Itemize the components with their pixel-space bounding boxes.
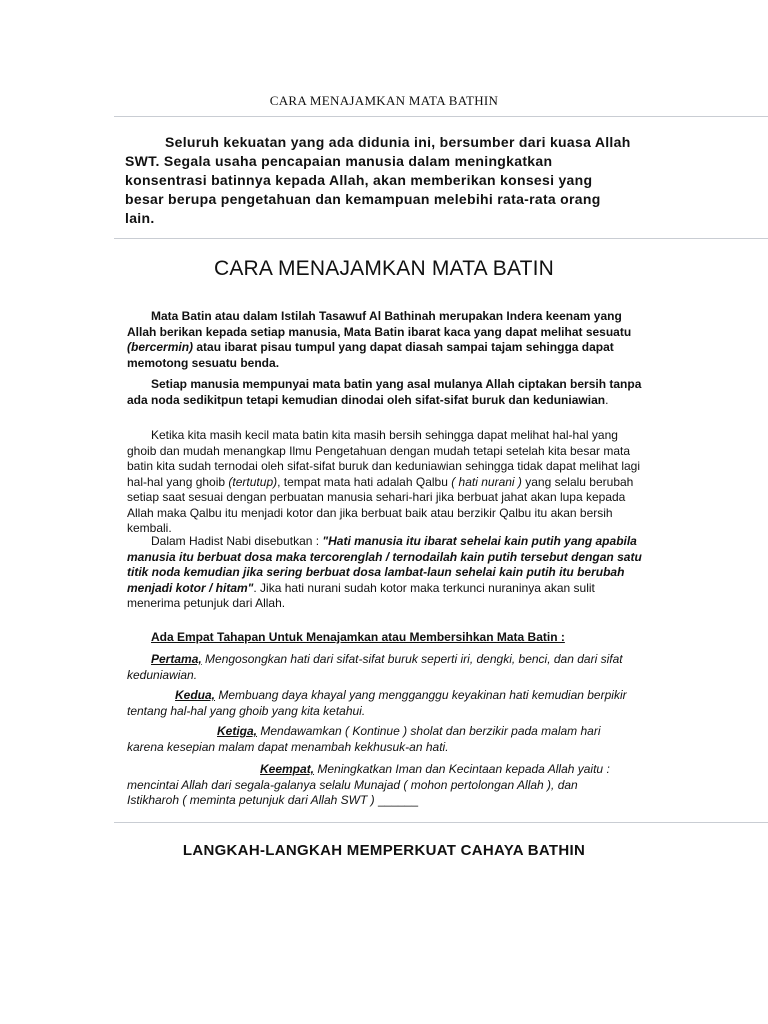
stage-label: Keempat, [260,762,315,776]
section-heading: CARA MENAJAMKAN MATA BATIN [213,257,555,280]
divider [114,116,768,117]
paragraph-text: Dalam Hadist Nabi disebutkan : [151,534,323,548]
paragraph-text: yang selalu berubah setiap saat sesuai dengan perbuatan manusia sehari-hari jika berbuat jahat akan lupa kepada Allah maka Qalbu itu menjadi kotor dan jika berbuat baik atau berzikir Qalbu itu akan bersih kembali. [127,474,634,535]
stage-label: Ketiga, [217,724,258,738]
stage-item [127,762,633,809]
paragraph-text: . [605,392,609,407]
paragraph-3 [127,428,643,537]
emphasis-text: (tertutup) [228,474,278,489]
intro-text: Seluruh kekuatan yang ada didunia ini, bersumber dari kuasa Allah [165,134,631,150]
stage-label: Kedua, [175,688,216,702]
section-2-heading: LANGKAH-LANGKAH MEMPERKUAT CAHAYA BATHIN [182,842,586,859]
emphasis-text: (bercermin) [127,340,194,354]
intro-line: besar berupa pengetahuan dan kemampuan melebihi rata-rata orang [125,191,601,207]
intro-line: SWT. Segala usaha pencapaian manusia dalam meningkatkan [125,153,553,169]
stage-text: Mendawamkan ( Kontinue ) sholat dan berzikir pada malam hari karena kesepian malam dapat menambah kekhusuk-an hati. [127,724,601,754]
stage-text: Mengosongkan hati dari sifat-sifat buruk seperti iri, dengki, benci, dan dari sifat keduniawian. [127,652,623,682]
blank-line: ______ [377,793,419,807]
hadith-quote: "Hati manusia itu ibarat sehelai kain putih yang apabila manusia itu berbuat dosa maka tercorenglah / ternodailah kain putih tersebut dengan satu titik noda kemudian jika sering berbuat dosa lambat-laun sehelai kain putih itu berubah menjadi kotor / hitam" [127,534,642,595]
stage-item [127,724,633,755]
stages-heading [127,630,643,646]
stage-text: Meningkatkan Iman dan Kecintaan kepada Allah yaitu : mencintai Allah dari segala-galanya selalu Munajad ( mohon pertolongan Allah ), dan Istikharoh ( meminta petunjuk dari Allah SWT ) [127,762,610,807]
paragraph-1 [127,309,643,371]
divider [114,822,768,823]
paragraph-text: . Jika hati nurani sudah kotor maka terkunci nuraninya akan sulit menerima petunjuk dari Allah. [127,580,595,610]
intro-line [125,133,645,152]
paragraph-4 [127,534,643,612]
paragraph-text: , tempat mata hati adalah Qalbu [277,474,452,489]
paragraph-text: Ketika kita masih kecil mata batin kita masih bersih sehingga dapat melihat hal-hal yang ghoib dan mudah menangkap Ilmu Pengetahuan dengan mudah tetapi setelah kita besar mata batin kita sudah ternodai oleh sifat-sifat buruk dan keduniawian sehingga tidak dapat melihat lagi hal-hal yang ghoib [127,428,640,489]
intro-paragraph [125,133,645,228]
paragraph-2 [127,377,643,408]
intro-line: konsentrasi batinnya kepada Allah, akan memberikan konsesi yang [125,172,593,188]
emphasis-text: ( hati nurani ) [451,474,522,489]
stage-item [127,688,633,719]
stage-item [127,652,633,683]
paragraph-text: Setiap manusia mempunyai mata batin yang asal mulanya Allah ciptakan bersih tanpa ada noda sedikitpun tetapi kemudian dinodai oleh sifat-sifat buruk dan keduniawian [127,377,642,407]
paragraph-text: Mata Batin atau dalam Istilah Tasawuf Al Bathinah merupakan Indera keenam yang Allah berikan kepada setiap manusia, Mata Batin ibarat kaca yang dapat melihat sesuatu [127,309,632,339]
divider [114,238,768,239]
document-title: CARA MENAJAMKAN MATA BATHIN [269,93,499,108]
intro-line: lain. [125,210,155,226]
stage-label: Pertama, [151,652,202,666]
stages-heading-text: Ada Empat Tahapan Untuk Menajamkan atau Membersihkan Mata Batin : [151,630,565,644]
paragraph-text: atau ibarat pisau tumpul yang dapat diasah sampai tajam sehingga dapat memotong sesuatu benda. [127,340,614,370]
stage-text: Membuang daya khayal yang mengganggu keyakinan hati kemudian berpikir tentang hal-hal yang ghoib yang kita ketahui. [127,688,627,718]
